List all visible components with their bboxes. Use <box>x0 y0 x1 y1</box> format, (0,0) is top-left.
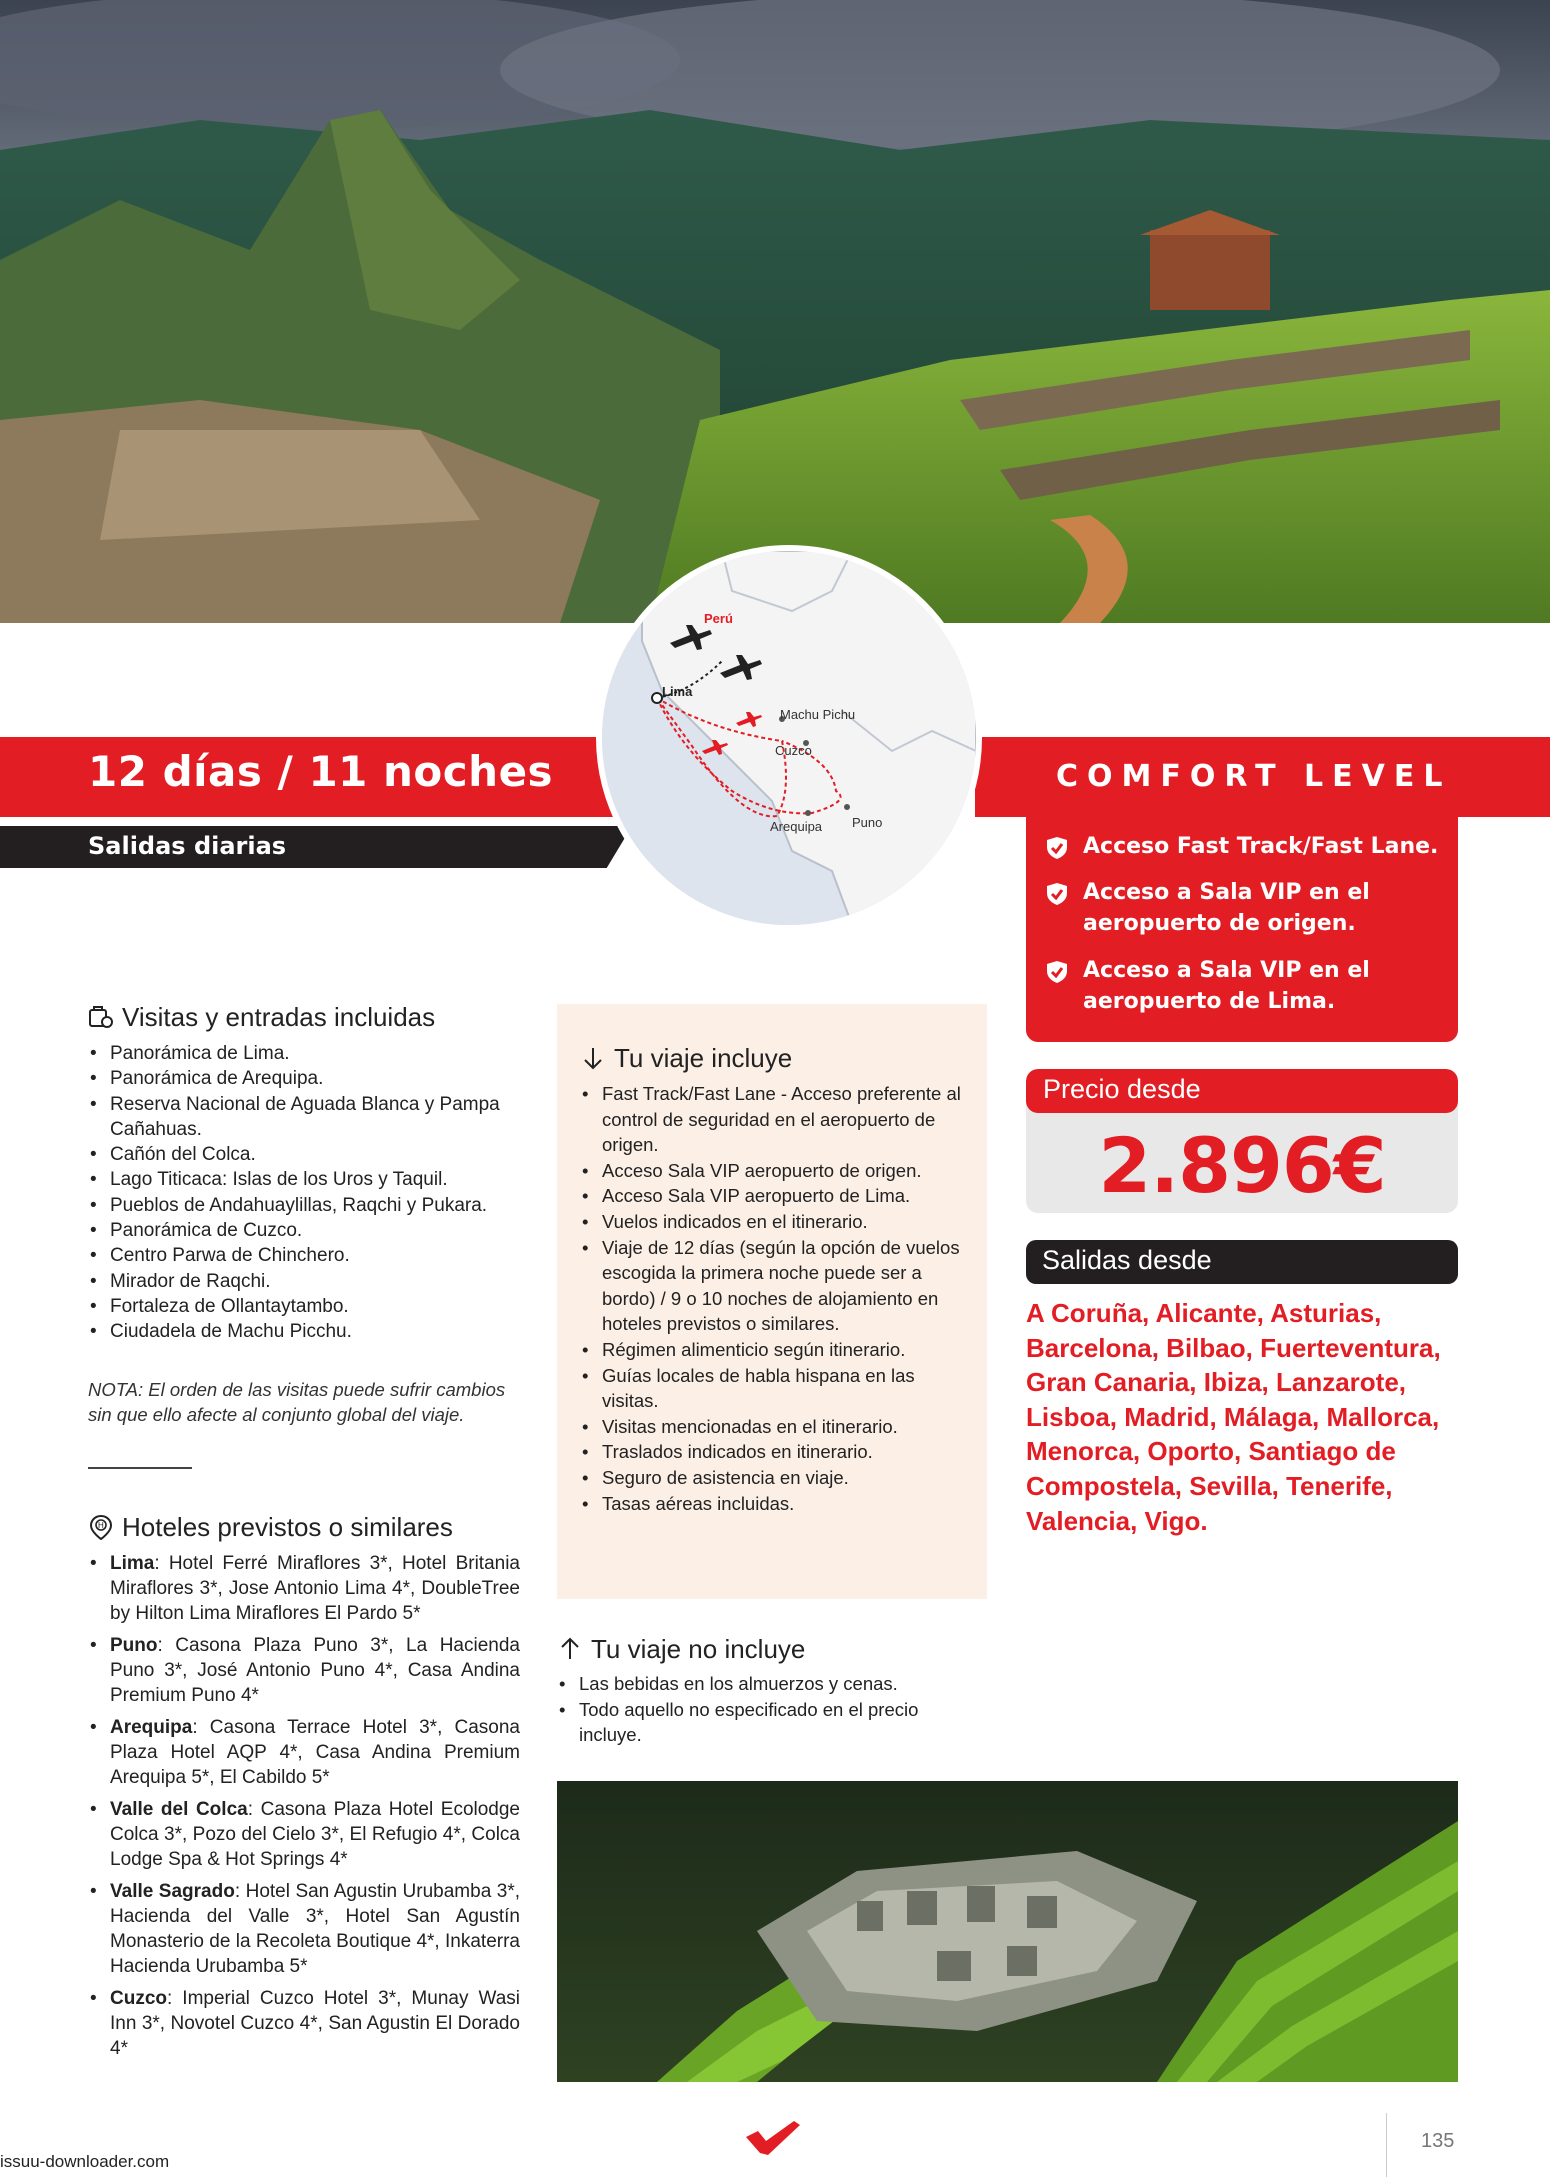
list-item: • Ciudadela de Machu Picchu. <box>88 1319 528 1344</box>
hotel-names: : Imperial Cuzco Hotel 3*, Munay Wasi Inn 3*, Novotel Cuzco 4*, San Agustin El Dorado 4* <box>110 1988 520 2059</box>
map-label-city: Lima <box>662 684 693 699</box>
list-item: • Acceso Sala VIP aeropuerto de origen. <box>580 1158 972 1184</box>
visitas-section-title <box>88 1002 435 1033</box>
list-item: • Lago Titicaca: Islas de los Uros y Taquil. <box>88 1167 528 1192</box>
hotel-city: Arequipa <box>110 1717 193 1738</box>
watermark: issuu-downloader.com <box>0 2152 170 2171</box>
comfort-item <box>1046 877 1483 939</box>
map-label-city: Machu Pichu <box>780 707 856 722</box>
no-incluye-list <box>557 1671 977 1748</box>
incluye-title-text: Tu viaje incluye <box>614 1043 793 1073</box>
incluye-section-title <box>580 1043 792 1074</box>
ruins-terraces-photo <box>557 1781 1458 2082</box>
ticket-icon <box>88 1004 114 1030</box>
visitas-list <box>88 1041 528 1345</box>
no-incluye-section-title <box>557 1634 805 1665</box>
list-item: • Visitas mencionadas en el itinerario. <box>580 1414 972 1440</box>
list-item: • Las bebidas en los almuerzos y cenas. <box>557 1671 977 1697</box>
price-value: 2.896€ <box>1098 1121 1386 1210</box>
list-item: • Cañón del Colca. <box>88 1142 528 1167</box>
list-item: • Panorámica de Arequipa. <box>88 1066 528 1091</box>
shield-check-icon <box>1046 960 1068 984</box>
list-item: • Todo aquello no especificado en el precio incluye. <box>557 1697 977 1748</box>
list-item: • Tasas aéreas incluidas. <box>580 1491 972 1517</box>
hotel-city: Valle Sagrado <box>110 1881 235 1902</box>
hotel-city: Valle del Colca <box>110 1799 248 1820</box>
hotel-entry <box>88 1633 520 1708</box>
hotel-entry <box>88 1879 520 1979</box>
list-item: • Traslados indicados en itinerario. <box>580 1439 972 1465</box>
list-item: • Seguro de asistencia en viaje. <box>580 1465 972 1491</box>
hotel-names: : Hotel Ferré Miraflores 3*, Hotel Britania Miraflores 3*, Jose Antonio Lima 4*, DoubleTree by Hilton Lima Miraflores El Pardo 5* <box>110 1553 520 1624</box>
shield-check-icon <box>1046 882 1068 906</box>
list-item: • Vuelos indicados en el itinerario. <box>580 1209 972 1235</box>
hoteles-title-text: Hoteles previstos o similares <box>122 1512 453 1542</box>
svg-text:H: H <box>98 1521 104 1530</box>
price-label: Precio desde <box>1043 1074 1201 1104</box>
list-item: • Fortaleza de Ollantaytambo. <box>88 1294 528 1319</box>
arrow-up-icon <box>557 1636 583 1662</box>
map-label-city: Cuzco <box>775 743 812 758</box>
comfort-level-title: COMFORT LEVEL <box>1056 759 1452 794</box>
trip-duration: 12 días / 11 noches <box>88 747 554 796</box>
hotel-city: Lima <box>110 1553 155 1574</box>
footer-rule <box>1386 2113 1387 2177</box>
hotel-names: : Casona Plaza Puno 3*, La Hacienda Puno 3*, José Antonio Puno 4*, Casa Andina Premium Puno 4* <box>110 1635 520 1706</box>
visitas-note: NOTA: El orden de las visitas puede sufrir cambios sin que ello afecte al conjunto global del viaje. <box>88 1379 506 1425</box>
hotel-entry <box>88 1715 520 1790</box>
list-item: • Acceso Sala VIP aeropuerto de Lima. <box>580 1183 972 1209</box>
list-item: • Reserva Nacional de Aguada Blanca y Pampa Cañahuas. <box>88 1092 528 1143</box>
page-number: 135 <box>1421 2130 1455 2152</box>
hotel-entry <box>88 1986 520 2061</box>
departure-cities: A Coruña, Alicante, Asturias, Barcelona, Bilbao, Fuerteventura, Gran Canaria, Ibiza, Lanzarote, Lisboa, Madrid, Málaga, Mallorca, Menorca, Oporto, Santiago de Compostela, Sevilla, Tenerife, Valencia, Vigo. <box>1026 1298 1441 1536</box>
comfort-item-text: Acceso Fast Track/Fast Lane. <box>1083 834 1439 859</box>
brand-logo-icon <box>744 2119 802 2157</box>
no-incluye-title-text: Tu viaje no incluye <box>591 1634 806 1664</box>
hotel-entry <box>88 1551 520 1626</box>
hotel-city: Puno <box>110 1635 158 1656</box>
list-item: • Mirador de Raqchi. <box>88 1269 528 1294</box>
shield-check-icon <box>1046 836 1068 860</box>
hero-photo-machu-picchu <box>0 0 1550 623</box>
comfort-item-text: Acceso a Sala VIP en el aeropuerto de Lima. <box>1083 958 1370 1014</box>
list-item: • Régimen alimenticio según itinerario. <box>580 1337 972 1363</box>
route-map <box>596 545 982 931</box>
salidas-label: Salidas desde <box>1042 1245 1212 1275</box>
hotel-names: : Hotel San Agustin Urubamba 3*, Hacienda del Valle 3*, Hotel San Agustín Monasterio de la Recoleta Boutique 4*, Inkaterra Hacienda Urubamba 5* <box>110 1881 520 1977</box>
hoteles-section-title <box>88 1512 453 1543</box>
list-item: • Pueblos de Andahuaylillas, Raqchi y Pukara. <box>88 1193 528 1218</box>
map-label-country: Perú <box>704 611 733 626</box>
arrow-down-icon <box>580 1045 606 1071</box>
comfort-item <box>1046 955 1483 1017</box>
list-item: • Panorámica de Cuzco. <box>88 1218 528 1243</box>
hotel-city: Cuzco <box>110 1988 167 2009</box>
comfort-item <box>1046 831 1483 862</box>
hotel-entry <box>88 1797 520 1872</box>
departures-frequency: Salidas diarias <box>88 832 287 860</box>
incluye-list <box>580 1081 972 1516</box>
visitas-title-text: Visitas y entradas incluidas <box>122 1002 436 1032</box>
map-label-city: Puno <box>852 815 883 830</box>
section-divider <box>88 1467 192 1469</box>
location-pin-icon <box>88 1514 114 1540</box>
list-item: • Centro Parwa de Chinchero. <box>88 1243 528 1268</box>
list-item: • Guías locales de habla hispana en las visitas. <box>580 1363 972 1414</box>
map-label-city: Arequipa <box>770 819 823 834</box>
hotel-names: : Casona Terrace Hotel 3*, Casona Plaza Hotel AQP 4*, Casa Andina Premium Arequipa 5*, El Cabildo 5* <box>110 1717 520 1788</box>
list-item: • Fast Track/Fast Lane - Acceso preferente al control de seguridad en el aeropuerto de origen. <box>580 1081 972 1158</box>
price-box <box>1026 1069 1458 1213</box>
comfort-benefits-box <box>1026 817 1458 1042</box>
comfort-item-text: Acceso a Sala VIP en el aeropuerto de origen. <box>1083 880 1370 936</box>
hotels-list <box>88 1551 520 2068</box>
list-item: • Viaje de 12 días (según la opción de vuelos escogida la primera noche puede ser a bordo) / 9 o 10 noches de alojamiento en hoteles previstos o similares. <box>580 1235 972 1337</box>
list-item: • Panorámica de Lima. <box>88 1041 528 1066</box>
hotel-names: : Casona Plaza Hotel Ecolodge Colca 3*, Pozo del Cielo 3*, El Refugio 4*, Colca Lodge Spa & Hot Springs 4* <box>110 1799 520 1870</box>
